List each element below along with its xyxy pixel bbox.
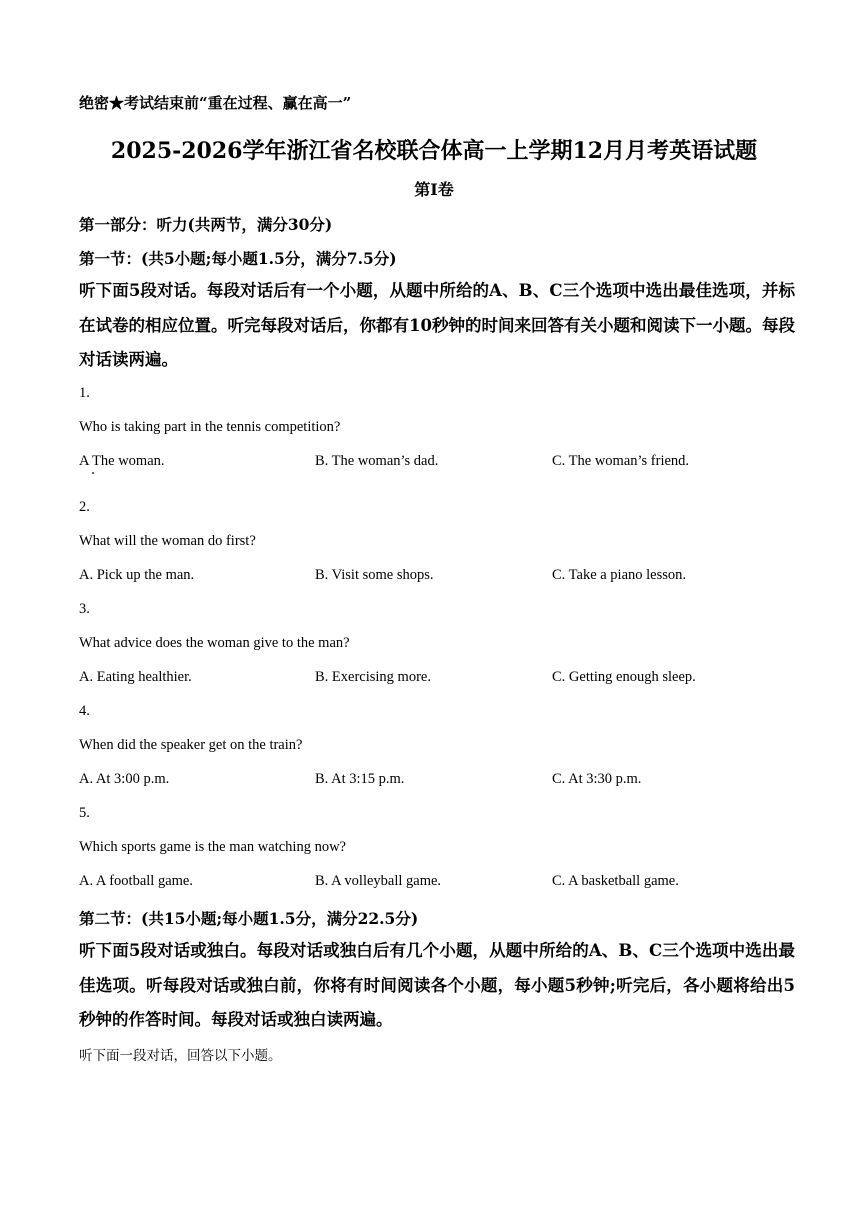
page-title: 2025-2026学年浙江省名校联合体高一上学期12月月考英语试题 [110,138,758,164]
confidential-header: 绝密★考试结束前“重在过程、赢在高一” [79,94,352,112]
question-stem: What will the woman do first? [79,533,256,549]
section1-instructions: 听下面5段对话。每段对话后有一个小题，从题中所给的A、B、C三个选项中选出最佳选项，并标在试卷的相应位置。听完每段对话后，你都有10秒钟的时间来回答有关小题和阅读下一小题。每段对话读两遍。 [79,281,795,369]
option-b: B. The woman’s dad. [315,453,439,469]
question-stem: Who is taking part in the tennis competition? [79,419,341,435]
listening-note: 听下面一段对话，回答以下小题。 [79,1048,282,1064]
question-number: 2. [79,499,90,515]
question-number: 3. [79,601,90,617]
question-number: 4. [79,703,90,719]
section1-heading: 第一节：(共5小题;每小题1.5分，满分7.5分) [79,249,397,268]
option-b: B. Exercising more. [315,669,431,685]
option-b: B. At 3:15 p.m. [315,771,405,787]
option-a: A. Eating healthier. [79,669,192,685]
option-c: C. At 3:30 p.m. [552,771,642,787]
question-stem: When did the speaker get on the train? [79,737,303,753]
option-c: C. The woman’s friend. [552,453,690,469]
question-stem: What advice does the woman give to the man? [79,635,350,651]
part1-heading: 第一部分：听力(共两节，满分30分) [79,215,333,234]
option-b: B. Visit some shops. [315,567,434,583]
option-c: C. A basketball game. [552,873,679,889]
question-number: 5. [79,805,90,821]
option-a: A The woman. [79,453,165,469]
stray-mark [92,472,94,474]
section2-instructions: 听下面5段对话或独白。每段对话或独白后有几个小题，从题中所给的A、B、C三个选项中选出最佳选项。听每段对话或独白前，你将有时间阅读各个小题，每小题5秒钟;听完后，各小题将给出5秒钟的作答时间。每段对话或独白读两遍。 [79,941,795,1029]
option-c: C. Take a piano lesson. [552,567,687,583]
question-stem: Which sports game is the man watching now? [79,839,346,855]
option-a: A. At 3:00 p.m. [79,771,170,787]
option-a: A. Pick up the man. [79,567,195,583]
option-b: B. A volleyball game. [315,873,442,889]
volume-label: 第Ⅰ卷 [414,180,454,199]
option-c: C. Getting enough sleep. [552,669,696,685]
section2-heading: 第二节：(共15小题;每小题1.5分，满分22.5分) [79,909,419,928]
option-a: A. A football game. [79,873,193,889]
question-number: 1. [79,385,90,401]
